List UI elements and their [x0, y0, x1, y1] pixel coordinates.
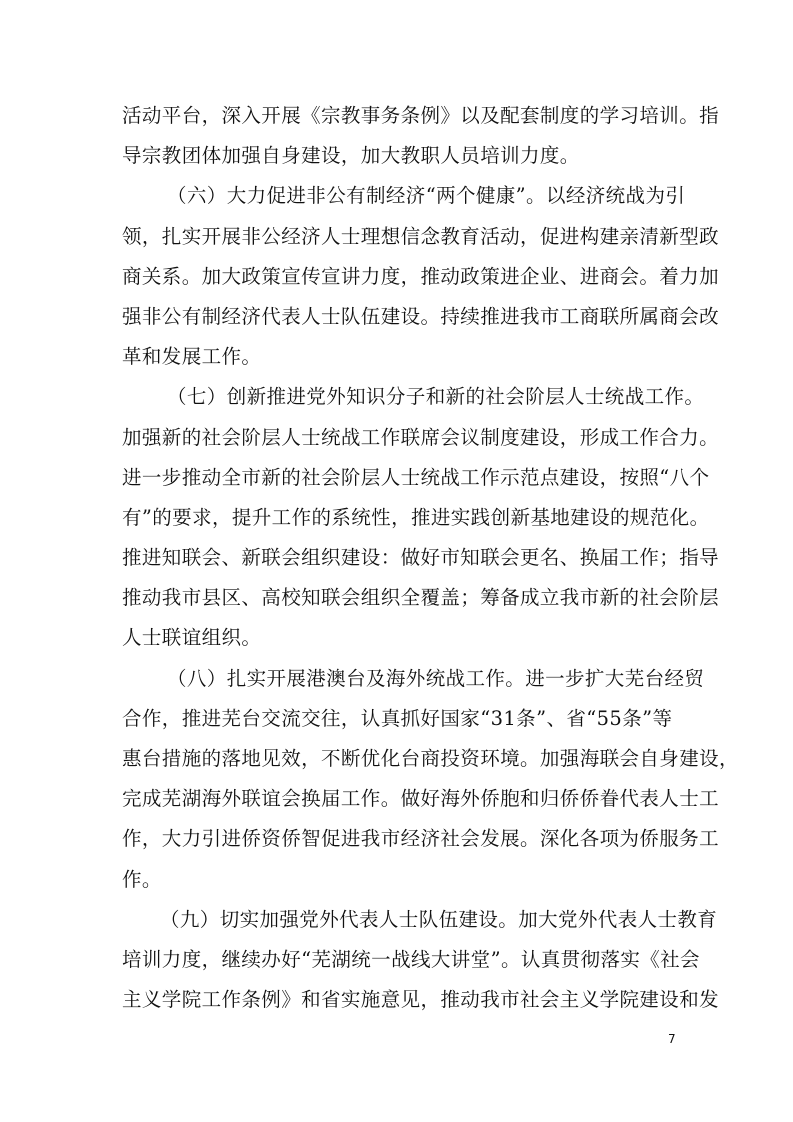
text-line-7: 革和发展工作。: [122, 345, 262, 369]
text-line-17: 惠台措施的落地见效，不断优化台商投资环境。加强海联会自身建设，: [122, 747, 739, 770]
text-line-6: 强非公有制经济代表人士队伍建设。持续推进我市工商联所属商会改: [122, 304, 720, 328]
text-line-5: 商关系。加大政策宣传宣讲力度，推动政策进企业、进商会。着力加: [122, 264, 720, 288]
page-number: 7: [668, 1032, 676, 1046]
text-line-1: 活动平台，深入开展《宗教事务条例》以及配套制度的学习培训。指: [122, 104, 720, 127]
body-text: [122, 96, 739, 1020]
text-line-4: 领，扎实开展非公经济人士理想信念教育活动，促进构建亲清新型政: [122, 224, 720, 248]
text-line-14: 人士联谊组织。: [122, 626, 262, 650]
text-line-13: 推动我市县区、高校知联会组织全覆盖；筹备成立我市新的社会阶层: [122, 586, 720, 610]
text-line-19: 作，大力引进侨资侨智促进我市经济社会发展。深化各项为侨服务工: [122, 827, 720, 851]
text-line-11: 有”的要求，提升工作的系统性，推进实践创新基地建设的规范化。: [122, 505, 710, 529]
text-line-18: 完成芜湖海外联谊会换届工作。做好海外侨胞和归侨侨眷代表人士工: [122, 787, 720, 811]
text-line-12: 推进知联会、新联会组织建设：做好市知联会更名、换届工作；指导: [122, 546, 720, 570]
section-heading-7: （七）创新推进党外知识分子和新的社会阶层人士统战工作。: [167, 385, 705, 409]
section-heading-8: （八）扎实开展港澳台及海外统战工作。进一步扩大芜台经贸: [167, 666, 705, 690]
text-line-22: 培训力度，继续办好“芜湖统一战线大讲堂”。认真贯彻落实《社会: [122, 947, 700, 971]
text-line-9: 加强新的社会阶层人士统战工作联席会议制度建设，形成工作合力。: [122, 425, 720, 449]
text-line-20: 作。: [122, 867, 162, 891]
text-line-16: 合作，推进芜台交流交往，认真抓好国家“31条”、省“55条”等: [122, 706, 673, 730]
text-line-23: 主义学院工作条例》和省实施意见，推动我市社会主义学院建设和发: [122, 988, 720, 1012]
section-heading-6: （六）大力促进非公有制经济“两个健康”。以经济统战为引: [167, 184, 686, 208]
section-heading-9: （九）切实加强党外代表人士队伍建设。加大党外代表人士教育: [160, 907, 718, 931]
text-line-10: 进一步推动全市新的社会阶层人士统战工作示范点建设，按照“八个: [122, 465, 710, 489]
text-line-2: 导宗教团体加强自身建设，加大教职人员培训力度。: [122, 144, 580, 168]
